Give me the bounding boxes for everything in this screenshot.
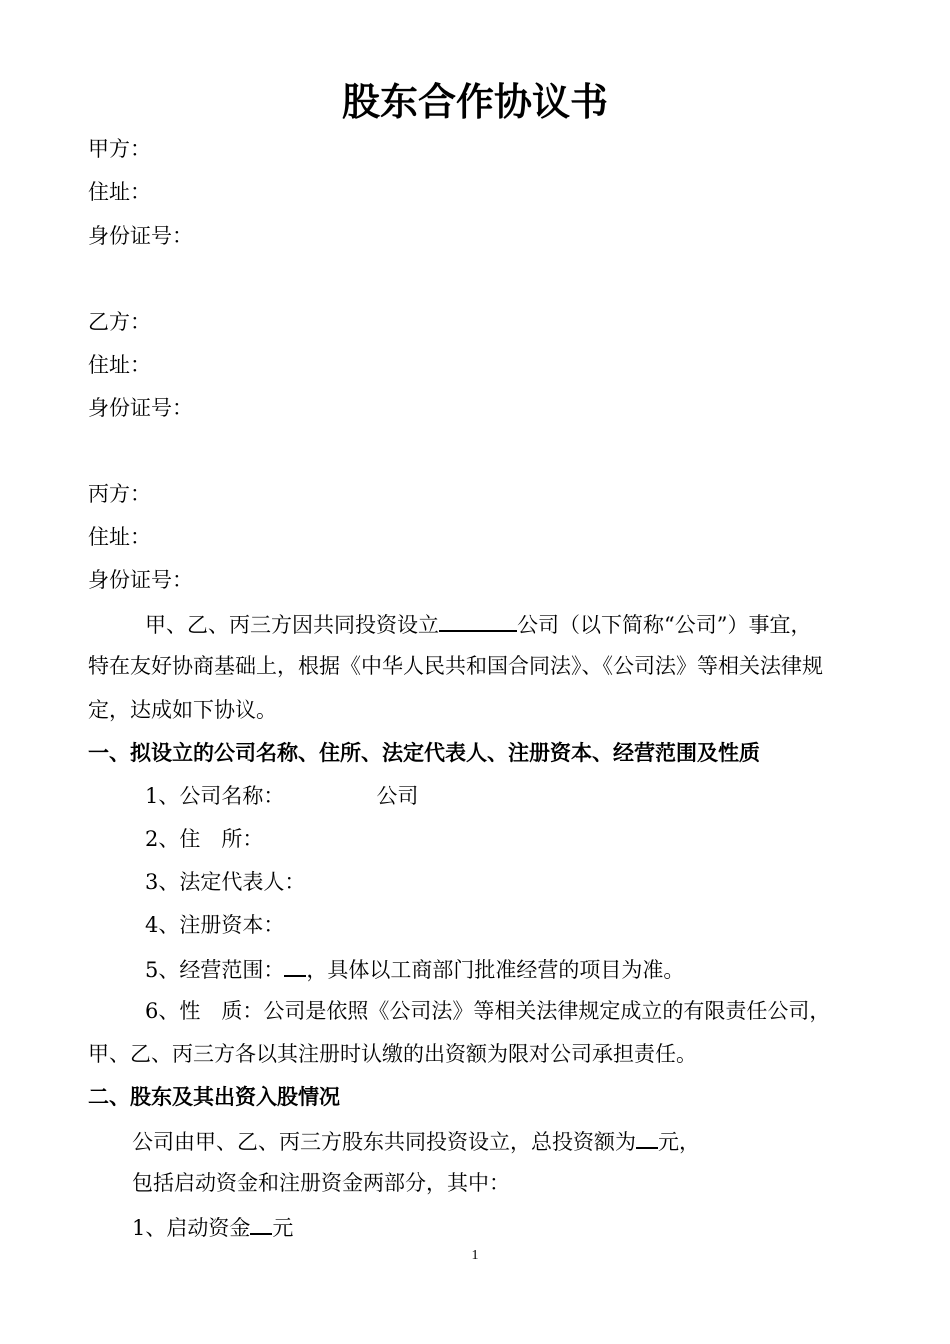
total-investment-blank [636,1127,658,1149]
section-1-item-3: 3、法定代表人： [145,870,306,894]
item-5-label: 5、经营范围： [145,958,285,982]
section-2-para-1 [132,1127,700,1155]
section-1-item-6-line-1: 6、性 质：公司是依照《公司法》等相关法律规定成立的有限责任公司， [145,999,831,1023]
section-1-item-5 [145,955,684,983]
section-1-heading: 一、拟设立的公司名称、住所、法定代表人、注册资本、经营范围及性质 [88,740,760,765]
item-5-rest: ，具体以工商部门批准经营的项目为准。 [306,958,685,982]
intro-text-2: 公司（以下简称“公司”）事宜， [517,613,812,637]
intro-line-2: 特在友好协商基础上，根据《中华人民共和国合同法》、《公司法》等相关法律规 [88,654,823,678]
document-title: 股东合作协议书 [341,79,608,124]
startup-fund-blank [250,1213,272,1235]
party-c-address: 住址： [88,525,151,549]
section-2-para-2: 包括启动资金和注册资金两部分，其中： [132,1171,510,1195]
para-1-text-1: 公司由甲、乙、丙三方股东共同投资设立，总投资额为 [132,1130,636,1154]
intro-line-1 [145,610,811,638]
para-1-text-2: 元， [658,1130,700,1154]
party-b-id: 身份证号： [88,396,193,420]
item-1-label: 1、公司名称： [145,784,285,808]
party-b-address: 住址： [88,353,151,377]
section-1-item-6-line-2: 甲、乙、丙三方各以其注册时认缴的出资额为限对公司承担责任。 [88,1042,697,1066]
page-number: 1 [471,1248,479,1263]
party-a-name: 甲方： [88,137,151,161]
party-c-id: 身份证号： [88,568,193,592]
item-1-value: 公司 [376,784,419,808]
section-1-item-1 [145,783,418,809]
intro-line-3: 定，达成如下协议。 [88,698,277,722]
party-c-name: 丙方： [88,482,151,506]
party-a-address: 住址： [88,180,151,204]
section-1-item-4: 4、注册资本： [145,913,285,937]
item-1-text-1: 1、启动资金 [132,1216,251,1240]
section-2-heading: 二、股东及其出资入股情况 [88,1084,340,1109]
intro-text-1: 甲、乙、丙三方因共同投资设立 [145,613,439,637]
section-2-item-1 [132,1213,293,1241]
party-a-id: 身份证号： [88,224,193,248]
company-name-blank [439,610,517,632]
item-1-text-2: 元 [272,1216,294,1240]
party-b-name: 乙方： [88,310,151,334]
section-1-item-2: 2、住 所： [145,827,264,851]
business-scope-blank [284,955,306,977]
